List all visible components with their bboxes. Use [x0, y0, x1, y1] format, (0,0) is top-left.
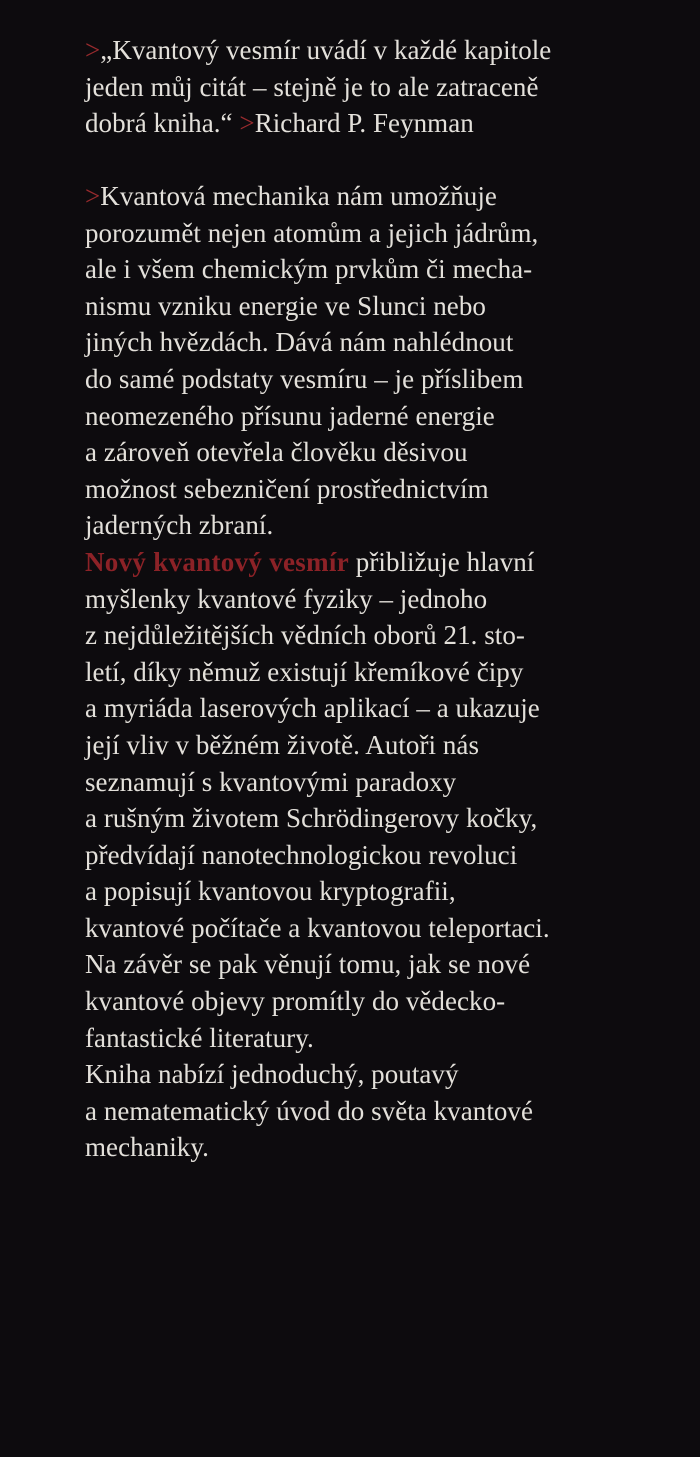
- description-line: myšlenky kvantové fyziky – jednoho: [85, 583, 488, 614]
- description-line: jiných hvězdách. Dává nám nahlédnout: [85, 327, 514, 358]
- description-title-line: [85, 544, 685, 581]
- author-marker: >: [239, 108, 255, 139]
- description-line: neomezeného přísunu jaderné energie: [85, 400, 495, 431]
- quote-marker: >: [85, 35, 101, 65]
- book-description: [85, 178, 685, 1166]
- description-line: Na závěr se pak věnují tomu, jak se nové: [85, 949, 531, 980]
- description-line: ale i všem chemickým prvkům či mecha-: [85, 254, 533, 285]
- quote-text-line: dobrá kniha.“: [85, 108, 240, 139]
- description-line: letí, díky němuž existují křemíkové čipy: [85, 656, 524, 687]
- description-line: seznamují s kvantovými paradoxy: [85, 766, 457, 797]
- description-marker: >: [85, 181, 101, 211]
- description-line: možnost sebezničení prostřednictvím: [85, 473, 489, 504]
- description-line: její vliv v běžném životě. Autoři nás: [85, 729, 480, 760]
- description-line: mechaniky.: [85, 1132, 209, 1163]
- quote-author: Richard P. Feynman: [254, 108, 474, 139]
- book-title: Nový kvantový vesmír: [85, 546, 349, 577]
- description-line: Kniha nabízí jednoduchý, poutavý: [85, 1059, 459, 1090]
- description-line: a nematematický úvod do světa kvantové: [85, 1095, 534, 1126]
- description-line: kvantové počítače a kvantovou teleportaci.: [85, 912, 550, 943]
- description-line: kvantové objevy promítly do vědecko-: [85, 986, 506, 1017]
- feynman-quote: [85, 32, 685, 142]
- quote-text-line: „Kvantový vesmír uvádí v každé kapitole: [100, 35, 552, 65]
- description-line: porozumět nejen atomům a jejich jádrům,: [85, 217, 539, 248]
- description-line: a myriáda laserových aplikací – a ukazuje: [85, 693, 540, 724]
- description-line: a rušným životem Schrödingerovy kočky,: [85, 803, 538, 834]
- description-line: z nejdůležitějších vědních oborů 21. sto-: [85, 620, 525, 651]
- description-line: předvídají nanotechnologickou revoluci: [85, 839, 518, 870]
- description-line: a popisují kvantovou kryptografii,: [85, 876, 456, 907]
- description-text: Kvantová mechanika nám umožňuje: [100, 181, 497, 211]
- description-text: přibližuje hlavní: [349, 546, 535, 577]
- description-line: do samé podstaty vesmíru – je příslibem: [85, 363, 524, 394]
- quote-line-1: [85, 32, 685, 69]
- description-line: [85, 178, 685, 215]
- quote-line-3: [85, 105, 685, 142]
- quote-line-2: [85, 69, 685, 106]
- description-line: a zároveň otevřela člověku děsivou: [85, 437, 468, 468]
- description-line: jaderných zbraní.: [85, 510, 274, 541]
- description-line: nismu vzniku energie ve Slunci nebo: [85, 290, 486, 321]
- quote-text-line: jeden můj citát – stejně je to ale zatraceně: [85, 71, 539, 102]
- description-line: fantastické literatury.: [85, 1022, 314, 1053]
